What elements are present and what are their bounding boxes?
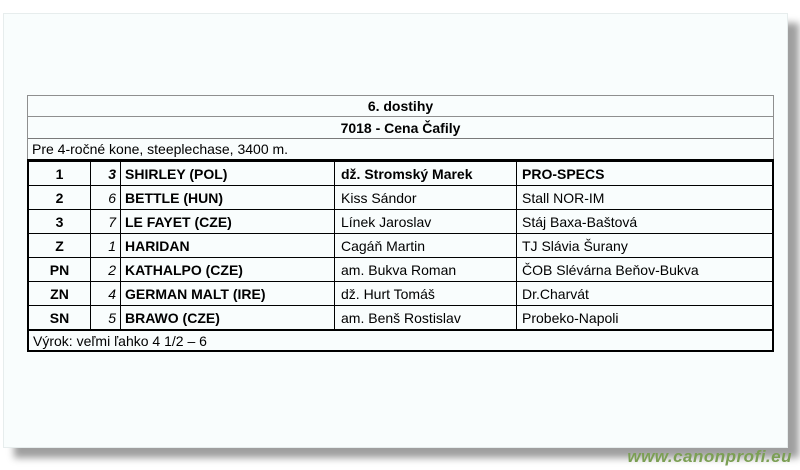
horse-name: SHIRLEY (POL) [121,162,335,185]
results-rows-section [27,159,774,331]
owner-stable: Probeko-Napoli [522,309,619,326]
finish-position: SN [29,306,91,329]
owner-stable: Stall NOR-IM [522,189,605,206]
owner-stable: TJ Slávia Šurany [522,237,628,254]
verdict-row: Výrok: veľmi ľahko 4 1/2 – 6 [27,331,774,352]
finish-position: Z [29,234,91,257]
result-row [29,162,772,186]
finish-position: 2 [29,186,91,209]
rider-name: dž. Stromský Marek [335,162,517,185]
horse-name: BRAWO (CZE) [121,306,335,329]
race-header-section [27,95,774,159]
horse-name: LE FAYET (CZE) [121,210,335,233]
horse-name: KATHALPO (CZE) [121,258,335,281]
rider-name: Kiss Sándor [335,186,517,209]
finish-position: 1 [29,162,91,185]
rider-name: Cagáň Martin [335,234,517,257]
race-name: 7018 - Cena Čafily [28,117,773,139]
owner-stable: Stáj Baxa-Baštová [522,213,638,230]
finish-position: PN [29,258,91,281]
start-number: 2 [91,258,121,281]
race-results-table [27,95,774,352]
result-row [29,186,772,210]
rider-name: am. Bukva Roman [335,258,517,281]
rider-name: dž. Hurt Tomáš [335,282,517,305]
horse-name: HARIDAN [121,234,335,257]
finish-position: ZN [29,282,91,305]
result-row [29,234,772,258]
owner-stable: Dr.Charvát [522,285,589,302]
race-number-title: 6. dostihy [28,96,773,117]
watermark-url-text: www.canonprofi.eu [627,447,792,466]
start-number: 3 [91,162,121,185]
finish-position: 3 [29,210,91,233]
result-row [29,210,772,234]
document-page [3,13,788,448]
owner-stable: PRO-SPECS [522,165,605,182]
start-number: 7 [91,210,121,233]
start-number: 6 [91,186,121,209]
horse-name: BETTLE (HUN) [121,186,335,209]
start-number: 1 [91,234,121,257]
race-conditions: Pre 4-ročné kone, steeplechase, 3400 m. [32,141,289,157]
result-row [29,282,772,306]
result-row [29,306,772,329]
owner-stable: ČOB Slévárna Beňov-Bukva [522,261,699,278]
start-number: 4 [91,282,121,305]
horse-name: GERMAN MALT (IRE) [121,282,335,305]
rider-name: am. Benš Rostislav [335,306,517,329]
rider-name: Línek Jaroslav [335,210,517,233]
start-number: 5 [91,306,121,329]
result-row [29,258,772,282]
